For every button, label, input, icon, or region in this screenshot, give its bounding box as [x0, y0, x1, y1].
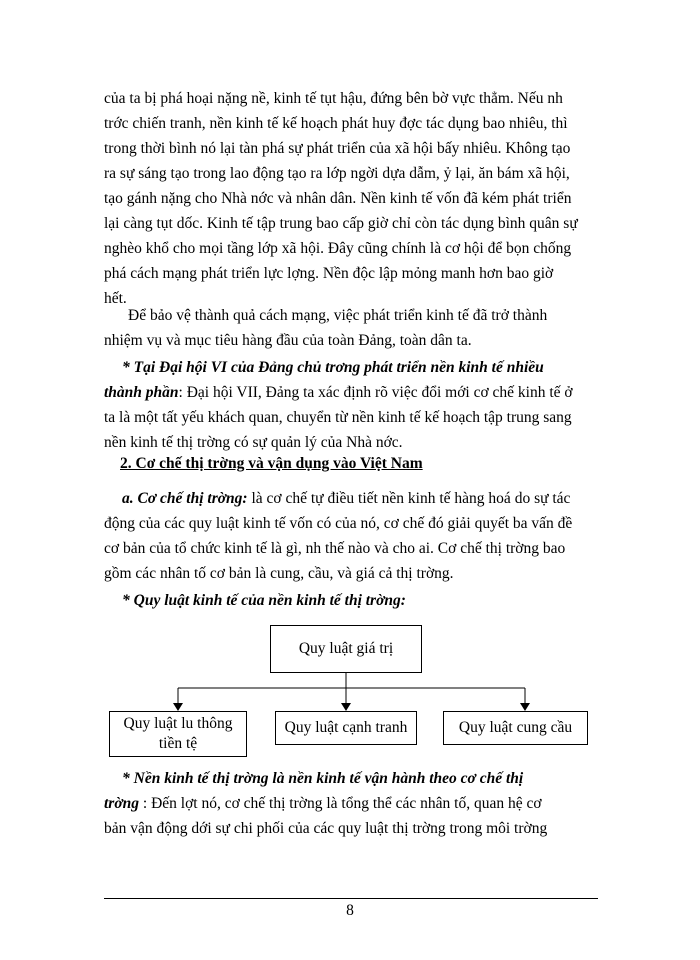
text-line: lại càng tụt dốc. Kinh tế tập trung bao cấp giờ chỉ còn tác dụng bình quân sự — [104, 215, 578, 232]
footer-divider — [104, 898, 598, 899]
emphasis-text: thành phần — [104, 384, 179, 401]
emphasis-text: trờng — [104, 795, 140, 812]
arrow-head — [341, 703, 351, 711]
diagram-box-left — [109, 711, 247, 757]
text-line: nền kinh tế thị trờng có sự quản lý của Nhà nớc. — [104, 434, 403, 451]
text-line: động của các quy luật kinh tế vốn có của nó, cơ chế đó giải quyết ba vấn đề — [104, 515, 573, 532]
paragraph-2 — [104, 303, 598, 353]
text-span: : Đại hội VII, Đảng ta xác định rõ việc đổi mới cơ chế kinh tế ở — [178, 384, 573, 401]
arrow-head — [520, 703, 530, 711]
text-line: trớc chiến tranh, nền kinh tế kế hoạch phát huy đợc tác dụng bao nhiêu, thì — [104, 115, 568, 132]
diagram-label: Quy luật cung cầu — [458, 719, 573, 736]
section-heading: 2. Cơ chế thị trờng và vận dụng vào Việt Nam — [120, 455, 423, 472]
diagram-label: Quy luật lu thông — [123, 715, 233, 732]
arrow-head — [173, 703, 183, 711]
diagram-box-middle — [275, 711, 417, 745]
text-line: phá cách mạng phát triển lực lợng. Nền độc lập mỏng manh hơn bao giờ — [104, 265, 554, 282]
paragraph-5 — [104, 588, 598, 613]
text-span: là cơ chế tự điều tiết nền kinh tế hàng hoá do sự tác — [247, 490, 571, 507]
text-line: bản vận động dới sự chi phối của các quy luật thị trờng trong môi trờng — [104, 820, 548, 837]
paragraph-1 — [104, 86, 598, 311]
text-span: : Đến lợt nó, cơ chế thị trờng là tổng thể các nhân tố, quan hệ cơ — [139, 795, 542, 812]
page-number: 8 — [346, 902, 354, 919]
paragraph-4 — [104, 486, 598, 586]
diagram-box-right — [443, 711, 588, 745]
text-line: ta là một tất yếu khách quan, chuyển từ nền kinh tế kế hoạch tập trung sang — [104, 409, 572, 426]
text-line: tạo gánh nặng cho Nhà nớc và nhân dân. Nền kinh tế vốn đã kém phát triển — [104, 190, 572, 207]
text-line: Để bảo vệ thành quả cách mạng, việc phát triển kinh tế đã trở thành — [128, 307, 548, 324]
text-line: cơ bản của tổ chức kinh tế là gì, nh thế nào và cho ai. Cơ chế thị trờng bao — [104, 540, 566, 557]
text-line: của ta bị phá hoại nặng nề, kinh tế tụt hậu, đứng bên bờ vực thẳm. Nếu nh — [104, 90, 563, 107]
diagram-box-top — [270, 625, 422, 673]
text-line: hết. — [104, 290, 127, 307]
emphasis-text: * Quy luật kinh tế của nền kinh tế thị trờng: — [122, 592, 406, 609]
text-line: nghèo khổ cho mọi tầng lớp xã hội. Đây cũng chính là cơ hội để bọn chống — [104, 240, 572, 257]
diagram-label: Quy luật giá trị — [298, 640, 394, 657]
diagram-label: tiền tệ — [158, 735, 198, 752]
text-line: gồm các nhân tố cơ bản là cung, cầu, và giá cả thị trờng. — [104, 565, 454, 582]
emphasis-text: * Nền kinh tế thị trờng là nền kinh tế vận hành theo cơ chế thị — [122, 770, 524, 787]
emphasis-text: * Tại Đại hội VI của Đảng chủ trơng phát triển nền kinh tế nhiều — [122, 359, 544, 376]
text-line: ra sự sáng tạo trong lao động tạo ra lớp ngời dựa dẫm, ỷ lại, ăn bám xã hội, — [104, 165, 570, 182]
diagram-label: Quy luật cạnh tranh — [284, 719, 408, 736]
text-line: trong thời bình nó lại tàn phá sự phát triển của xã hội bấy nhiêu. Không tạo — [104, 140, 571, 157]
emphasis-text: a. Cơ chế thị trờng: — [122, 490, 248, 507]
paragraph-3 — [104, 355, 598, 455]
paragraph-6 — [104, 766, 598, 841]
text-line: nhiệm vụ và mục tiêu hàng đầu của toàn Đảng, toàn dân ta. — [104, 332, 472, 349]
